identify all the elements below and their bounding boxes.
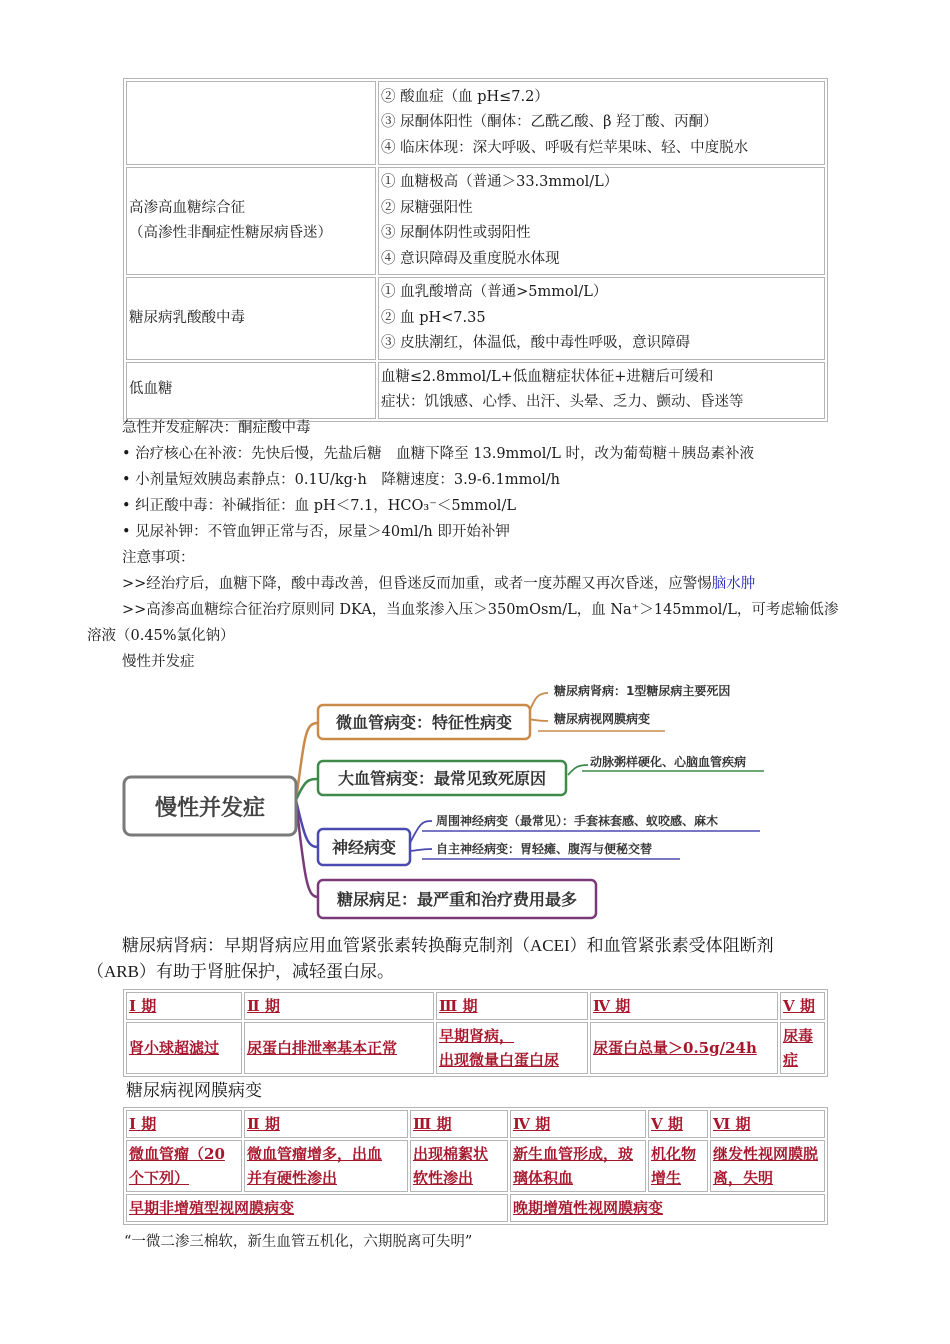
bullet-item: • 纠正酸中毒：补碱指征：血 pH＜7.1，HCO₃⁻＜5mmol/L [122, 498, 516, 514]
table-row [126, 1140, 825, 1192]
stage-desc [436, 1022, 588, 1074]
stage-desc [510, 1140, 646, 1192]
connector-line [410, 849, 432, 851]
nephropathy-text: 糖尿病肾病：早期肾病应用血管紧张素转换酶克制剂（ACEI）和血管紧张素受体阻断剂 [122, 936, 774, 955]
table-cell-criteria [378, 81, 825, 165]
stage-desc [410, 1140, 508, 1192]
stage-header: Ⅰ 期 [126, 992, 242, 1020]
table-cell-name [126, 362, 376, 419]
stage-header: Ⅲ 期 [436, 992, 588, 1020]
root-node-label: 慢性并发症 [154, 796, 266, 821]
acute-complication-table [123, 78, 828, 422]
caution-item [122, 574, 755, 594]
caution-title: 注意事项： [122, 550, 195, 566]
nephropathy-stage-table [123, 989, 828, 1077]
cell-text: ① 血乳酸增高（普通>5mmol/L） [381, 284, 608, 300]
cell-text: 血糖≤2.8mmol/L+低血糖症状体征+进糖后可缓和 [381, 368, 714, 385]
stage-header: Ⅴ 期 [648, 1110, 708, 1138]
cell-text: 新生血管形成，玻 [513, 1145, 634, 1163]
stage-desc: 肾小球超滤过 [126, 1022, 242, 1074]
early-stage-group: 早期非增殖型视网膜病变 [126, 1194, 508, 1222]
cell-text: 微血管瘤增多，出血 [247, 1145, 383, 1163]
table-row [126, 277, 825, 360]
cell-text: ② 酸血症（血 pH≤7.2） [381, 88, 549, 105]
cell-text: ③ 尿酮体阴性或弱阳性 [381, 225, 531, 241]
cell-text: 继发性视网膜脱 [713, 1145, 819, 1163]
caution-text: >>经治疗后，血糖下降，酸中毒改善，但昏迷反而加重，或者一度苏醒又再次昏迷，应警惕 [122, 576, 712, 592]
nephropathy-text-continued: （ARB）有助于肾脏保护，减轻蛋白尿。 [87, 962, 394, 981]
bullet-item: • 治疗核心在补液：先快后慢，先盐后糖 血糖下降至 13.9mmol/L 时，改为葡萄糖＋胰岛素补液 [122, 446, 755, 462]
table-row [126, 1194, 825, 1222]
stage-desc [126, 1140, 242, 1192]
cell-text: 个下列） [129, 1169, 190, 1187]
stage-desc: 尿毒症 [780, 1022, 825, 1074]
stage-header: Ⅱ 期 [244, 992, 434, 1020]
chronic-title: 慢性并发症 [122, 654, 195, 670]
mnemonic: “一微二渗三棉软，新生血管五机化，六期脱离可失明” [124, 1234, 473, 1250]
stage-header: Ⅰ 期 [126, 1110, 242, 1138]
table-row [126, 992, 825, 1020]
table-cell-name [126, 167, 376, 275]
stage-desc [710, 1140, 825, 1192]
stage-desc: 尿蛋白总量＞0.5g/24h [590, 1022, 778, 1074]
stage-desc [244, 1140, 408, 1192]
cell-text: ③ 尿酮体阳性（酮体：乙酰乙酸、β 羟丁酸、丙酮） [381, 114, 718, 131]
sub-label: 自主神经病变：胃轻瘫、腹泻与便秘交替 [436, 842, 653, 856]
table-row [126, 81, 825, 165]
retinopathy-stage-table [123, 1107, 828, 1225]
table-cell-criteria [378, 167, 825, 275]
stage-header: Ⅱ 期 [244, 1110, 408, 1138]
chronic-complication-mindmap [120, 675, 780, 925]
cell-text: 早期肾病， [439, 1027, 515, 1045]
table-row [126, 362, 825, 419]
branch-label: 神经病变 [331, 838, 397, 857]
sub-label: 糖尿病肾病：1型糖尿病主要死因 [554, 684, 731, 698]
stage-header: Ⅵ 期 [710, 1110, 825, 1138]
dka-heading: 急性并发症解决：酮症酸中毒 [122, 420, 311, 436]
cell-text: 出现微量白蛋白尿 [439, 1051, 560, 1069]
late-stage-group: 晚期增殖性视网膜病变 [510, 1194, 825, 1222]
cell-text: 糖尿病乳酸酸中毒 [129, 309, 245, 326]
bullet-item: • 见尿补钾：不管血钾正常与否，尿量＞40ml/h 即开始补钾 [122, 524, 510, 540]
stage-desc [648, 1140, 708, 1192]
branch-label: 糖尿病足：最严重和治疗费用最多 [336, 890, 578, 909]
branch-label: 大血管病变：最常见致死原因 [337, 769, 547, 788]
cell-text: 璃体积血 [513, 1169, 574, 1187]
connector-line [296, 723, 318, 800]
cell-text: 出现棉絮状 [413, 1145, 489, 1163]
brain-edema-link[interactable]: 脑水肿 [711, 576, 756, 592]
stage-header: Ⅴ 期 [780, 992, 825, 1020]
cell-text: ④ 临床体现：深大呼吸、呼吸有烂苹果味、轻、中度脱水 [381, 139, 749, 156]
connector-line [410, 821, 432, 843]
connector-line [568, 765, 588, 775]
cell-text: ② 血 pH<7.35 [381, 309, 486, 326]
sub-label: 周围神经病变（最常见）：手套袜套感、蚁咬感、麻木 [436, 814, 719, 828]
caution-item: >>高渗高血糖综合征治疗原则同 DKA，当血浆渗入压＞350mOsm/L，血 Na⁺＞145mmol/L，可考虑输低渗 [122, 602, 839, 618]
stage-header: Ⅳ 期 [590, 992, 778, 1020]
cell-text: 并有硬性渗出 [247, 1169, 338, 1187]
cell-text: （高渗性非酮症性糖尿病昏迷） [129, 225, 332, 241]
table-row [126, 167, 825, 275]
table-cell-name [126, 81, 376, 165]
cell-text: 软性渗出 [413, 1169, 474, 1187]
cell-text: 机化物 [651, 1145, 697, 1163]
branch-label: 微血管病变：特征性病变 [335, 713, 513, 732]
sub-label: 动脉粥样硬化、心脑血管疾病 [590, 755, 747, 769]
table-cell-criteria [378, 277, 825, 360]
cell-text: ④ 意识障碍及重度脱水体现 [381, 250, 560, 267]
cell-text: 增生 [651, 1169, 682, 1187]
cell-text: ② 尿糖强阳性 [381, 199, 473, 216]
cell-text: 微血管瘤（20 [129, 1145, 225, 1163]
stage-header: Ⅳ 期 [510, 1110, 646, 1138]
stage-header: Ⅲ 期 [410, 1110, 508, 1138]
cell-text: 离，失明 [713, 1169, 774, 1187]
retinopathy-title: 糖尿病视网膜病变 [126, 1081, 262, 1100]
sub-label: 糖尿病视网膜病变 [554, 712, 651, 726]
cell-text: 低血糖 [129, 381, 173, 398]
stage-desc: 尿蛋白排泄率基本正常 [244, 1022, 434, 1074]
cell-text: 高渗高血糖综合征 [129, 199, 245, 216]
caution-item-continued: 溶液（0.45%氯化钠） [87, 628, 235, 644]
table-cell-criteria [378, 362, 825, 419]
table-row [126, 1110, 825, 1138]
cell-text: ③ 皮肤潮红，体温低，酸中毒性呼吸，意识障碍 [381, 335, 691, 351]
cell-text: ① 血糖极高（普通＞33.3mmol/L） [381, 174, 619, 190]
cell-text: 症状：饥饿感、心悸、出汗、头晕、乏力、颤动、昏迷等 [381, 394, 744, 410]
bullet-item: • 小剂量短效胰岛素静点：0.1U/kg·h 降糖速度：3.9-6.1mmol/h [122, 472, 560, 488]
table-cell-name [126, 277, 376, 360]
table-row [126, 1022, 825, 1074]
